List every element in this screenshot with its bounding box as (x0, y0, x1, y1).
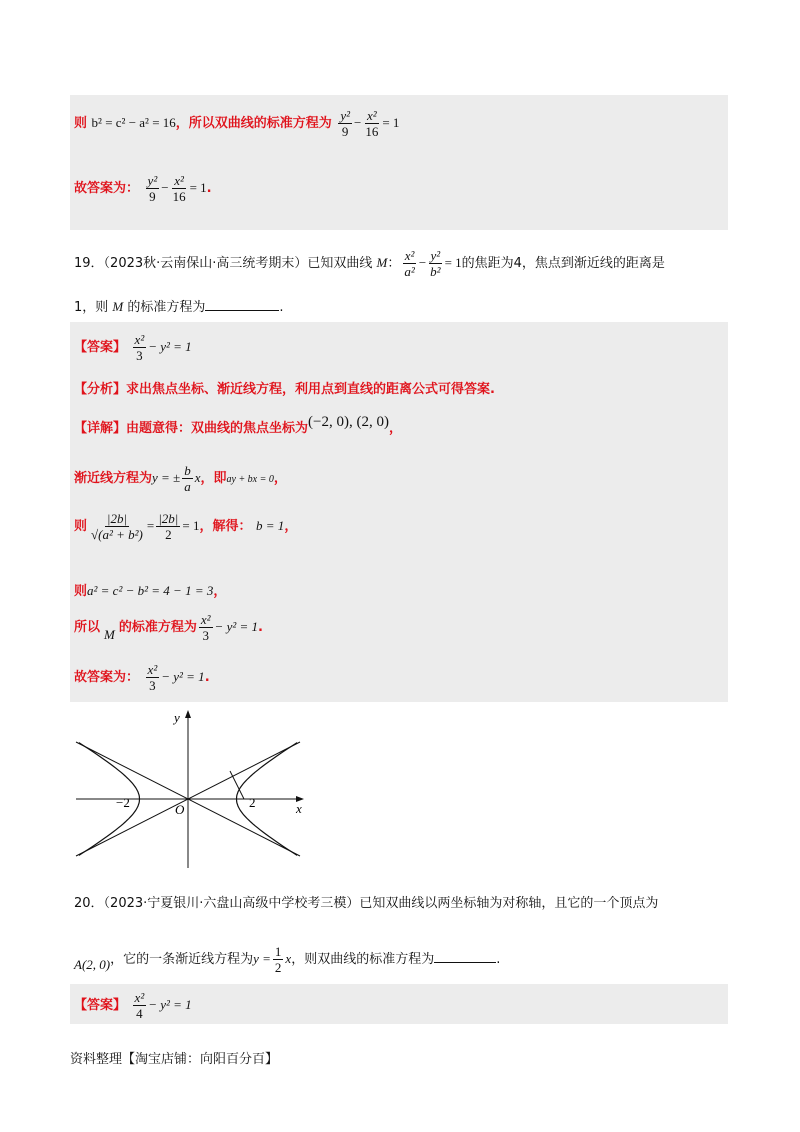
a19-so-line: 所以 M 的标准方程为 $\frac{\text{x²}}{3}$ − y² = 1. (74, 612, 263, 643)
a20-answer-fraction: $\frac{\text{x²}}{4}$ (134, 990, 145, 1021)
question-19-line1: 19．（2023秋·云南保山·高三统考期末）已知双曲线 M： $\frac{\text{x²}}{\text{a²}}$ − $\frac{\text{y²}}{\text{b²}}$ = 1的焦距为4，焦点到渐近线的距离是 (74, 248, 665, 279)
tick-label-pos2: 2 (249, 795, 256, 810)
question-20-answer-blank (434, 950, 496, 963)
a19-so-fraction: $\frac{\text{x²}}{3}$ (200, 612, 211, 643)
a19-foci: (−2, 0), (2, 0) (308, 414, 389, 430)
q19-fraction-y2-b2: $\frac{\text{y²}}{\text{b²}}$ (430, 248, 441, 279)
block18-answer-fraction-1: $\frac{\text{y²}}{9}$ (147, 173, 158, 204)
x-axis-label: x (296, 801, 302, 816)
y-axis-label: y (174, 710, 180, 725)
block18-line2: 故答案为： $\frac{\text{y²}}{9}$ − $\frac{\text{x²}}{16}$ = 1. (74, 173, 212, 204)
a19-fraction-b-a: $\frac{b}{a}$ (184, 463, 191, 494)
question-20-line1: 20．（2023·宁夏银川·六盘山高级中学校考三模）已知双曲线以两坐标轴为对称轴，且它的一个顶点为 (74, 896, 659, 911)
a20-answer-label: 【答案】 (74, 998, 127, 1013)
a19-analysis-label: 【分析】 (74, 382, 127, 397)
a19-detail-line: 【详解】由题意得：双曲线的焦点坐标为(−2, 0), (2, 0)， (74, 414, 402, 436)
a19-distance-line: 则 $\frac{|2b|}{\text{√(a² + b²)}}$ = $\frac{|2b|}{2}$ = 1，解得： b = 1， (74, 511, 298, 542)
a19-asymptote-line: 渐近线方程为y = ± $\frac{b}{a}$ x，即ay + bx = 0， (74, 463, 287, 494)
question-19-number: 19． (74, 256, 104, 271)
block18-eq-b2: b² = c² − a² = 16 (91, 115, 176, 130)
question-19-answer-blank (205, 298, 279, 311)
a19-answer-line: 【答案】 $\frac{\text{x²}}{3}$ − y² = 1 (74, 332, 192, 363)
question-20-number: 20． (74, 896, 104, 911)
block18-answer-fraction-2: $\frac{\text{x²}}{16}$ (172, 173, 186, 204)
a19-fraction-2b-over-2: $\frac{|2b|}{2}$ (158, 511, 179, 542)
a20-answer-line: 【答案】 $\frac{\text{x²}}{4}$ − y² = 1 (74, 990, 192, 1021)
a19-answer-label: 【答案】 (74, 340, 127, 355)
q20-fraction-1-2: $\frac{1}{2}$ (274, 944, 282, 975)
q19-fraction-x2-a2: $\frac{\text{x²}}{\text{a²}}$ (404, 248, 415, 279)
footer-note: 资料整理【淘宝店铺：向阳百分百】 (70, 1052, 279, 1067)
tick-label-neg2: −2 (116, 795, 130, 810)
a19-a2-line: 则a² = c² − b² = 4 − 1 = 3， (74, 583, 227, 599)
block18-line1: 则 b² = c² − a² = 16，所以双曲线的标准方程为 $\frac{\text{y²}}{9}$ − $\frac{\text{x²}}{16}$ = 1 (74, 108, 400, 139)
question-20-line2: A(2, 0)，它的一条渐近线方程为y = $\frac{1}{2}$ x，则双曲线的标准方程为 . (74, 944, 501, 975)
a19-detail-label: 【详解】 (74, 421, 127, 436)
question-19-line2: 1，则 M 的标准方程为 . (74, 299, 284, 315)
block18-fraction-x2-16: $\frac{\text{x²}}{16}$ (365, 108, 379, 139)
block18-fraction-y2-9: $\frac{\text{y²}}{9}$ (340, 108, 350, 139)
a19-answer-fraction: $\frac{\text{x²}}{3}$ (134, 332, 145, 363)
a19-final-fraction: $\frac{\text{x²}}{3}$ (147, 662, 158, 693)
hyperbola-graph (70, 708, 306, 868)
a19-analysis-line: 【分析】求出焦点坐标、渐近线方程，利用点到直线的距离公式可得答案. (74, 382, 495, 397)
a19-final-line: 故答案为： $\frac{\text{x²}}{3}$ − y² = 1. (74, 662, 210, 693)
a19-fraction-distance: $\frac{|2b|}{\text{√(a² + b²)}}$ (91, 511, 143, 542)
origin-label: O (175, 802, 185, 817)
